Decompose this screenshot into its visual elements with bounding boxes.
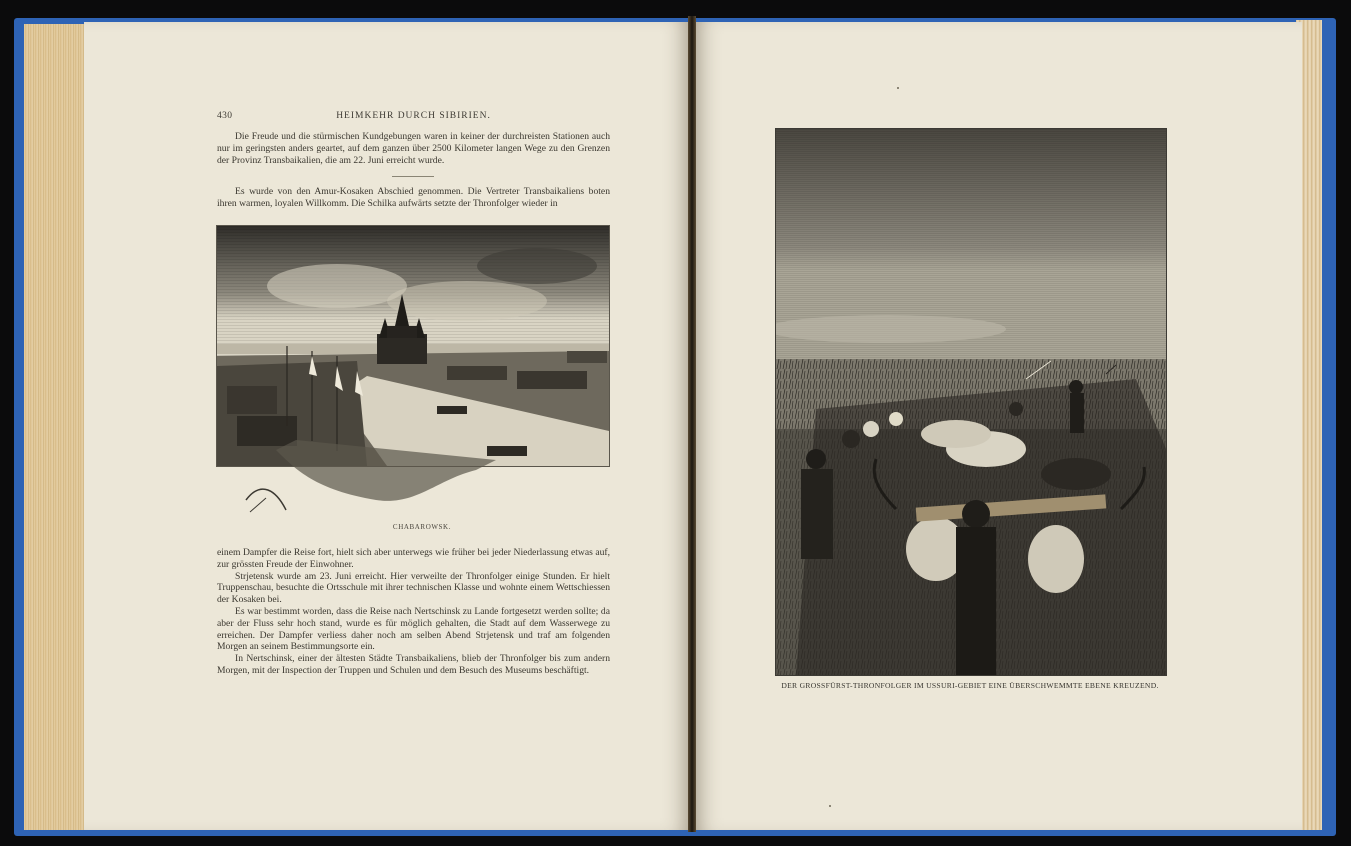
paragraph: In Nertschinsk, einer der ältesten Städte Transbaikaliens, blieb der Thronfolger bis zum andern Morgen, mit der Inspection der Truppen und Schulen und dem Besuch des Museums beschäftigt. bbox=[217, 653, 610, 676]
running-head bbox=[217, 111, 610, 125]
illustration-caption: CHABAROWSK. bbox=[392, 523, 452, 531]
ussuri-plate-engraving bbox=[775, 128, 1167, 676]
paragraph: Die Freude und die stürmischen Kundgebungen waren in keiner der durchreisten Stationen auch nur im geringsten anders geartet, auf dem ganzen über 2500 Kilometer langen Wege zu den Grenzen der Provinz Transbaikalien, die am 22. Juni erreicht wurde. bbox=[217, 131, 610, 166]
paragraph: Strjetensk wurde am 23. Juni erreicht. Hier verweilte der Thronfolger einige Stunden. Er hielt Truppenschau, besuchte die Ortsschule mit ihrer technischen Klasse und wohnte einem Wettschiessen der Kosaken bei. bbox=[217, 570, 610, 606]
page-speck bbox=[829, 805, 831, 807]
page-speck bbox=[897, 87, 899, 89]
running-head-title: HEIMKEHR DURCH SIBIRIEN. bbox=[336, 111, 491, 121]
chabarowsk-engraving bbox=[216, 225, 610, 467]
plate-caption: DER GROSSFÜRST-THRONFOLGER IM USSURI-GEBIET EINE ÜBERSCHWEMMTE EBENE KREUZEND. bbox=[781, 681, 1159, 690]
section-divider bbox=[392, 176, 434, 177]
book-gutter bbox=[688, 16, 696, 832]
text-block-top-2 bbox=[217, 186, 610, 210]
text-block-bottom bbox=[217, 547, 610, 677]
page-number: 430 bbox=[217, 111, 233, 121]
paragraph: Es wurde von den Amur-Kosaken Abschied genommen. Die Vertreter Transbaikaliens boten ihren warmen, loyalen Willkomm. Die Schilka aufwärts setzte der Thronfolger wieder in bbox=[217, 186, 610, 209]
text-block-top bbox=[217, 131, 610, 166]
paragraph: einem Dampfer die Reise fort, hielt sich aber unterwegs wie früher bei jeder Niederlassung etwas auf, zur grössten Freude der Einwohner. bbox=[217, 547, 610, 570]
engraving-vignette bbox=[236, 440, 566, 532]
paragraph: Es war bestimmt worden, dass die Reise nach Nertschinsk zu Lande fortgesetzt werden sollte; da aber der Fluss sehr hoch stand, wurde es für möglich gehalten, die Stadt auf dem Wasserwege zu erreichen. Der Dampfer verliess daher noch am selben Abend Strjetensk und traf am folgenden Morgen an seinem Bestimmungsorte ein. bbox=[217, 605, 610, 653]
